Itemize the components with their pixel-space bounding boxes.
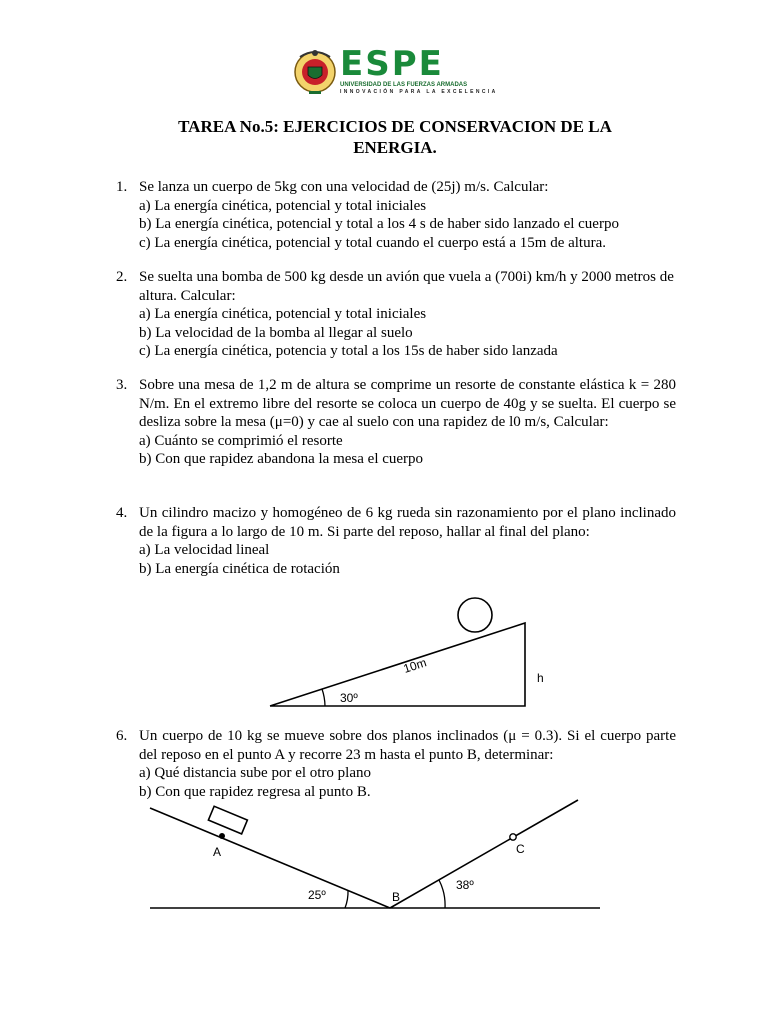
point-a-marker bbox=[219, 833, 225, 839]
logo-subtitle: UNIVERSIDAD DE LAS FUERZAS ARMADAS bbox=[340, 82, 468, 88]
exercise-3 bbox=[116, 376, 676, 469]
exercise-statement: Se suelta una bomba de 500 kg desde un avión que vuela a (700i) km/h y 2000 metros de altura. Calcular: bbox=[139, 269, 674, 304]
point-b-label: B bbox=[392, 890, 401, 904]
exercise-item: b) Con que rapidez regresa al punto B. bbox=[139, 783, 371, 800]
exercise-number: 4. bbox=[116, 505, 128, 521]
right-plane bbox=[390, 800, 578, 908]
exercise-number: 3. bbox=[116, 377, 128, 393]
angle-arc bbox=[322, 689, 325, 706]
exercise-6 bbox=[116, 727, 676, 801]
exercise-item: b) Con que rapidez abandona la mesa el cuerpo bbox=[139, 451, 424, 467]
espe-logo bbox=[290, 44, 498, 97]
exercise-number: 6. bbox=[116, 728, 128, 744]
logo-tagline: INNOVACIÓN PARA LA EXCELENCIA bbox=[340, 89, 498, 95]
two-planes-figure bbox=[140, 795, 610, 915]
exercise-item: b) La energía cinética, potencial y total a los 4 s de haber sido lanzado el cuerpo bbox=[139, 216, 619, 232]
exercise-item: a) La velocidad lineal bbox=[139, 542, 270, 558]
point-c-marker bbox=[510, 834, 516, 840]
exercise-item: a) Cuánto se comprimió el resorte bbox=[139, 432, 343, 449]
exercise-item: a) La energía cinética, potencial y total iniciales bbox=[139, 306, 427, 322]
length-label: 10m bbox=[401, 655, 429, 676]
point-a-label: A bbox=[213, 845, 222, 859]
exercise-item: b) La energía cinética de rotación bbox=[139, 560, 340, 577]
exercise-number: 1. bbox=[116, 179, 128, 195]
exercise-item: b) La velocidad de la bomba al llegar al suelo bbox=[139, 324, 413, 341]
exercise-statement: Un cilindro macizo y homogéneo de 6 kg rueda sin razonamiento por el plano inclinado de la figura a lo largo de 10 m. Si parte del reposo, hallar al final del plano: bbox=[139, 505, 676, 540]
exercise-item: c) La energía cinética, potencia y total a los 15s de haber sido lanzada bbox=[139, 343, 558, 359]
exercise-1 bbox=[116, 178, 676, 252]
exercise-item: a) La energía cinética, potencial y total iniciales bbox=[139, 197, 427, 214]
exercise-item: a) Qué distancia sube por el otro plano bbox=[139, 765, 372, 781]
incline-triangle bbox=[270, 623, 525, 706]
exercise-2 bbox=[116, 268, 676, 361]
left-angle-label: 25º bbox=[308, 888, 326, 902]
exercise-4 bbox=[116, 504, 676, 578]
left-angle-arc bbox=[345, 890, 348, 908]
exercise-item: c) La energía cinética, potencial y total cuando el cuerpo está a 15m de altura. bbox=[139, 234, 607, 251]
right-angle-label: 38º bbox=[456, 878, 474, 892]
cylinder bbox=[458, 598, 492, 632]
exercise-statement: Se lanza un cuerpo de 5kg con una velocidad de (25j) m/s. Calcular: bbox=[139, 179, 549, 195]
left-plane bbox=[150, 808, 390, 908]
point-c-label: C bbox=[516, 842, 525, 856]
exercise-number: 2. bbox=[116, 269, 128, 285]
inclined-plane-figure bbox=[255, 590, 565, 715]
block bbox=[208, 806, 247, 834]
university-seal-icon bbox=[290, 45, 340, 97]
exercise-statement: Sobre una mesa de 1,2 m de altura se comprime un resorte de constante elástica k = 280 N/m. En el extremo libre del resorte se coloca un cuerpo de 40g y se suelta. El cuerpo se desliza sobre la mesa (μ=0) y cae al suelo con una rapidez de l0 m/s, Calcular: bbox=[139, 377, 676, 430]
angle-label: 30º bbox=[340, 691, 358, 705]
exercise-statement: Un cuerpo de 10 kg se mueve sobre dos planos inclinados (μ = 0.3). Si el cuerpo parte del reposo en el punto A y recorre 23 m hasta el punto B, determinar: bbox=[139, 728, 676, 763]
right-angle-arc bbox=[439, 880, 445, 908]
page-title: TAREA No.5: EJERCICIOS DE CONSERVACION DE LA ENERGIA. bbox=[178, 117, 612, 157]
height-label: h bbox=[537, 671, 544, 685]
logo-name: ESPE bbox=[340, 44, 444, 84]
